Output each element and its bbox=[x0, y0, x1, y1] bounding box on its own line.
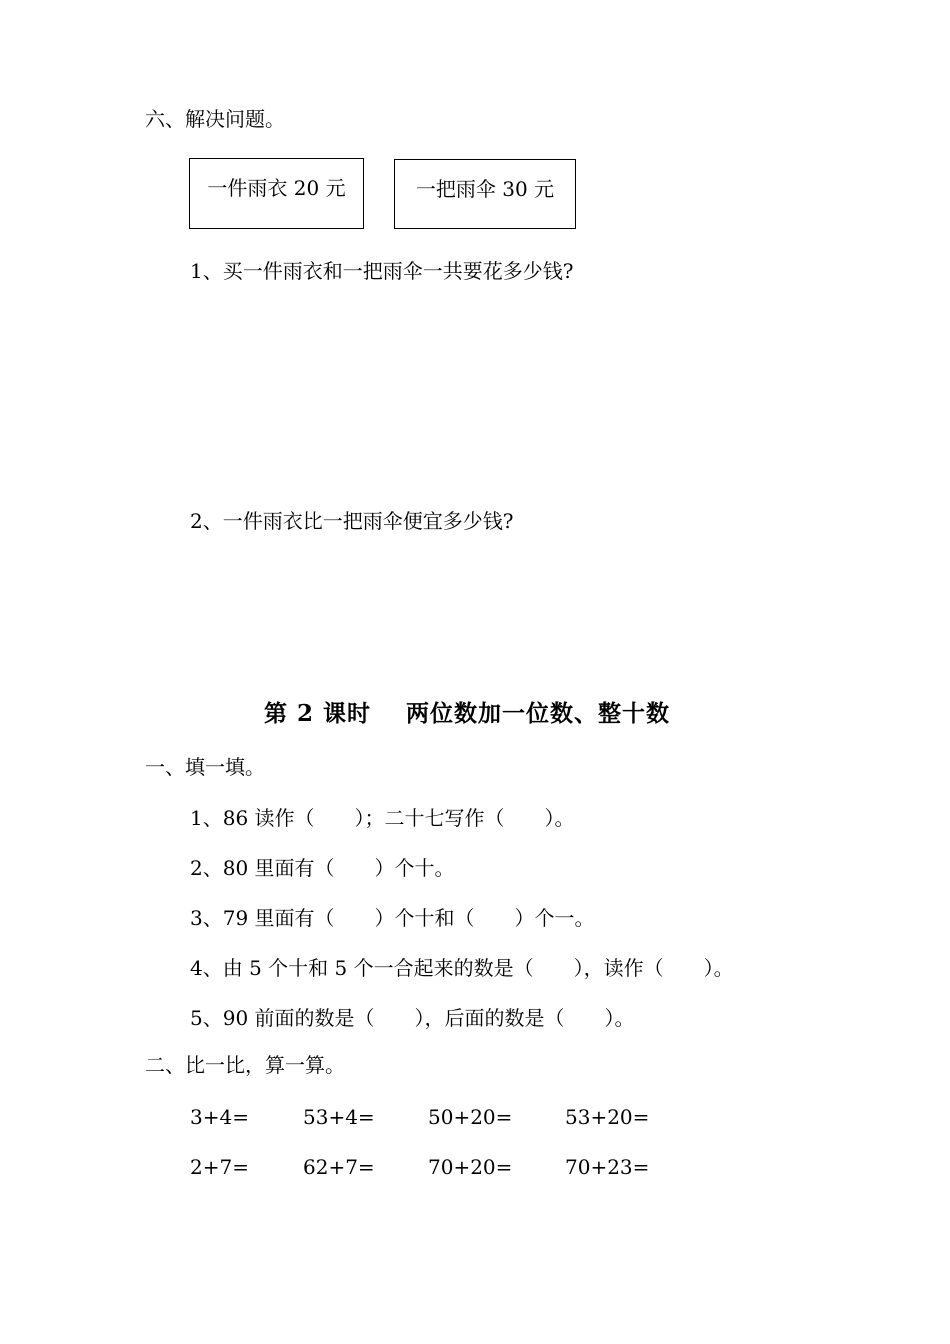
fill-item: 4、由 5 个十和 5 个一合起来的数是（ ），读作（ ）。 bbox=[190, 956, 734, 980]
fill-item: 1、86 读作（ ）；二十七写作（ ）。 bbox=[190, 806, 575, 830]
fill-item: 5、90 前面的数是（ ），后面的数是（ ）。 bbox=[190, 1006, 635, 1030]
raincoat-price-box bbox=[189, 158, 364, 229]
equation: 53+4= bbox=[303, 1105, 375, 1129]
equation: 70+23= bbox=[565, 1155, 650, 1179]
umbrella-price-box bbox=[394, 159, 576, 229]
lesson-topic: 两位数加一位数、整十数 bbox=[406, 700, 670, 727]
part1-heading: 一、填一填。 bbox=[145, 755, 265, 779]
fill-item: 3、79 里面有（ ）个十和（ ）个一。 bbox=[190, 906, 595, 930]
question-2: 2、一件雨衣比一把雨伞便宜多少钱? bbox=[190, 509, 514, 533]
question-1: 1、买一件雨衣和一把雨伞一共要花多少钱? bbox=[190, 259, 574, 283]
equation: 50+20= bbox=[428, 1105, 513, 1129]
equation: 53+20= bbox=[565, 1105, 650, 1129]
equation: 2+7= bbox=[190, 1155, 249, 1179]
umbrella-price-text: 一把雨伞 30 元 bbox=[415, 177, 555, 201]
fill-item: 2、80 里面有（ ）个十。 bbox=[190, 856, 455, 880]
raincoat-price-text: 一件雨衣 20 元 bbox=[207, 176, 346, 200]
equation: 62+7= bbox=[303, 1155, 375, 1179]
section-heading: 六、解决问题。 bbox=[145, 107, 285, 131]
part2-heading: 二、比一比，算一算。 bbox=[145, 1053, 345, 1077]
lesson-number: 第 2 课时 bbox=[264, 700, 372, 727]
equation: 70+20= bbox=[428, 1155, 513, 1179]
equation: 3+4= bbox=[190, 1105, 249, 1129]
